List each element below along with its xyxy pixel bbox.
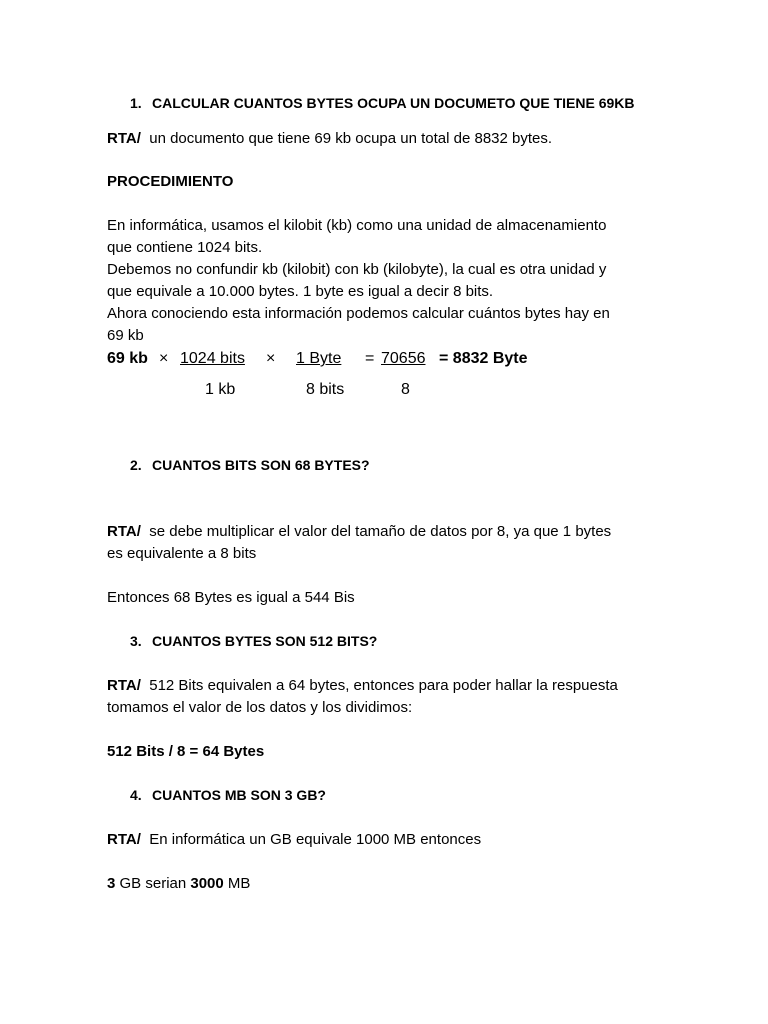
formula-denominator: 8 <box>401 381 410 398</box>
rta-label: RTA/ <box>107 523 141 540</box>
question-title: CALCULAR CUANTOS BYTES OCUPA UN DOCUMETO QUE TIENE 69KB <box>152 95 635 111</box>
question-4-heading <box>130 787 326 803</box>
question-1-heading <box>130 95 635 111</box>
answer-text: 512 Bits equivalen a 64 bytes, entonces para poder hallar la respuesta <box>149 677 618 694</box>
formula-operator: × <box>159 350 169 367</box>
procedure-line: que contiene 1024 bits. <box>107 239 263 256</box>
formula-operator: × <box>266 350 276 367</box>
question-title: CUANTOS BITS SON 68 BYTES? <box>152 457 370 473</box>
answer-line: es equivalente a 8 bits <box>107 545 257 562</box>
answer-text: se debe multiplicar el valor del tamaño de datos por 8, ya que 1 bytes <box>149 523 612 540</box>
formula-operator: = <box>365 350 375 367</box>
procedure-line: En informática, usamos el kilobit (kb) como una unidad de almacenamiento <box>107 217 607 234</box>
question-title: CUANTOS BYTES SON 512 BITS? <box>152 633 378 649</box>
rta-label: RTA/ <box>107 677 141 694</box>
formula-numerator: 1024 bits <box>180 350 245 367</box>
procedure-line: 69 kb <box>107 327 144 344</box>
procedure-line: Ahora conociendo esta información podemos calcular cuántos bytes hay en <box>107 305 610 322</box>
rta-label: RTA/ <box>107 831 141 848</box>
answer-2 <box>107 521 611 543</box>
result <box>107 873 250 895</box>
question-number: 2. <box>130 457 142 473</box>
formula-numerator: 1 Byte <box>296 350 342 367</box>
procedure-line: Debemos no confundir kb (kilobit) con kb (kilobyte), la cual es otra unidad y <box>107 261 607 278</box>
question-number: 4. <box>130 787 142 803</box>
result-text: GB serian <box>115 875 191 892</box>
question-number: 1. <box>130 95 142 111</box>
answer-3 <box>107 675 618 697</box>
formula-denominator: 8 bits <box>306 381 345 398</box>
answer-line: tomamos el valor de los datos y los dividimos: <box>107 699 413 716</box>
formula-denominator: 1 kb <box>205 381 236 398</box>
result-value: 3 <box>107 875 116 892</box>
question-title: CUANTOS MB SON 3 GB? <box>152 787 326 803</box>
question-number: 3. <box>130 633 142 649</box>
procedure-title: PROCEDIMIENTO <box>107 173 234 190</box>
result-text: MB <box>223 875 251 892</box>
result: 512 Bits / 8 = 64 Bytes <box>107 743 265 760</box>
answer-4 <box>107 829 481 851</box>
question-3-heading <box>130 633 377 649</box>
formula-term: 69 kb <box>107 350 148 367</box>
rta-label: RTA/ <box>107 130 141 147</box>
conclusion: Entonces 68 Bytes es igual a 544 Bis <box>107 589 355 606</box>
question-2-heading <box>130 457 370 473</box>
result-value: 3000 <box>190 875 224 892</box>
answer-1 <box>107 128 552 150</box>
formula-numerator: 70656 <box>381 350 426 367</box>
procedure-line: que equivale a 10.000 bytes. 1 byte es igual a decir 8 bits. <box>107 283 494 300</box>
answer-text: un documento que tiene 69 kb ocupa un total de 8832 bytes. <box>149 130 553 147</box>
answer-text: En informática un GB equivale 1000 MB entonces <box>149 831 482 848</box>
formula-result: = 8832 Byte <box>439 350 528 367</box>
